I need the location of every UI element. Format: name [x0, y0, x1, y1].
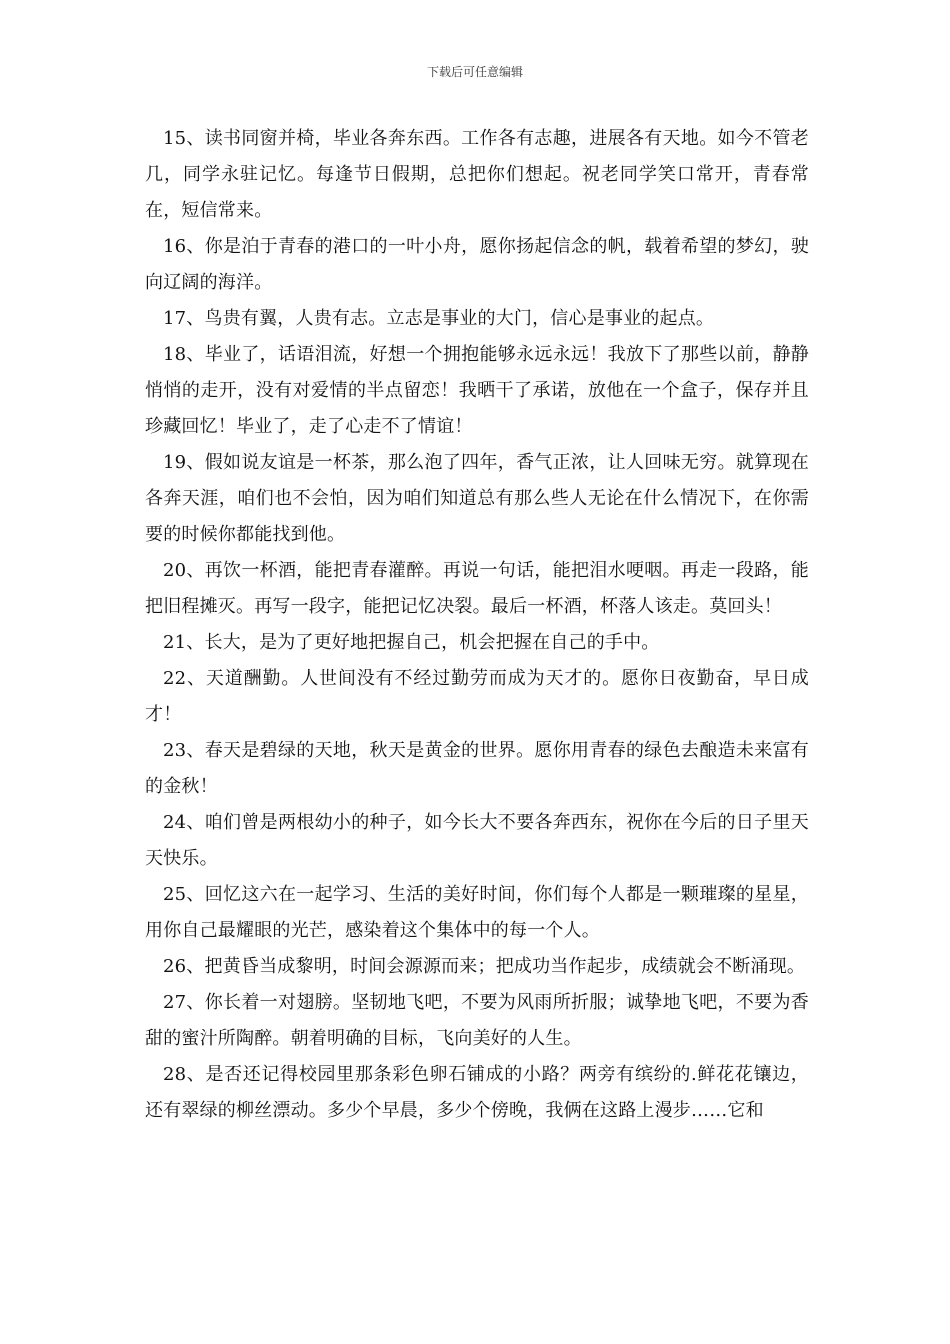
paragraph-16: 16、你是泊于青春的港口的一叶小舟，愿你扬起信念的帆，载着希望的梦幻，驶向辽阔的海洋。 — [145, 236, 809, 293]
paragraph-17: 17、鸟贵有翼，人贵有志。立志是事业的大门，信心是事业的起点。 — [163, 308, 715, 329]
paragraph-25: 25、回忆这六在一起学习、生活的美好时间，你们每个人都是一颗璀璨的星星，用你自己最耀眼的光芒，感染着这个集体中的每一个人。 — [145, 884, 809, 941]
paragraph-21: 21、长大，是为了更好地把握自己，机会把握在自己的手中。 — [163, 632, 660, 653]
paragraph-22: 22、天道酬勤。人世间没有不经过勤劳而成为天才的。愿你日夜勤奋，早日成才！ — [145, 668, 809, 725]
paragraph-20: 20、再饮一杯酒，能把青春灌醉。再说一句话，能把泪水哽咽。再走一段路，能把旧程摊灭。再写一段字，能把记忆决裂。最后一杯酒，杯落人该走。莫回头！ — [145, 560, 809, 617]
paragraph-24: 24、咱们曾是两根幼小的种子，如今长大不要各奔西东，祝你在今后的日子里天天快乐。 — [145, 812, 809, 869]
paragraph-19: 19、假如说友谊是一杯茶，那么泡了四年，香气正浓，让人回味无穷。就算现在各奔天涯，咱们也不会怕，因为咱们知道总有那么些人无论在什么情况下，在你需要的时候你都能找到他。 — [145, 452, 809, 545]
document-body — [145, 121, 809, 1129]
page-header-note: 下载后可任意编辑 — [426, 65, 523, 79]
paragraph-28: 28、是否还记得校园里那条彩色卵石铺成的小路？两旁有缤纷的.鲜花花镶边，还有翠绿的柳丝漂动。多少个早晨，多少个傍晚，我俩在这路上漫步……它和 — [145, 1064, 809, 1121]
paragraph-15: 15、读书同窗并椅，毕业各奔东西。工作各有志趣，进展各有天地。如今不管老几，同学永驻记忆。每逢节日假期，总把你们想起。祝老同学笑口常开，青春常在，短信常来。 — [145, 128, 809, 221]
paragraph-18: 18、毕业了，话语泪流，好想一个拥抱能够永远永远！我放下了那些以前，静静悄悄的走开，没有对爱情的半点留恋！我晒干了承诺，放他在一个盒子，保存并且珍藏回忆！毕业了，走了心走不了情谊！ — [145, 344, 809, 437]
paragraph-26: 26、把黄昏当成黎明，时间会源源而来；把成功当作起步，成绩就会不断涌现。 — [163, 956, 806, 977]
paragraph-27: 27、你长着一对翅膀。坚韧地飞吧，不要为风雨所折服；诚挚地飞吧，不要为香甜的蜜汁所陶醉。朝着明确的目标，飞向美好的人生。 — [145, 992, 809, 1049]
paragraph-23: 23、春天是碧绿的天地，秋天是黄金的世界。愿你用青春的绿色去酿造未来富有的金秋！ — [145, 740, 809, 797]
